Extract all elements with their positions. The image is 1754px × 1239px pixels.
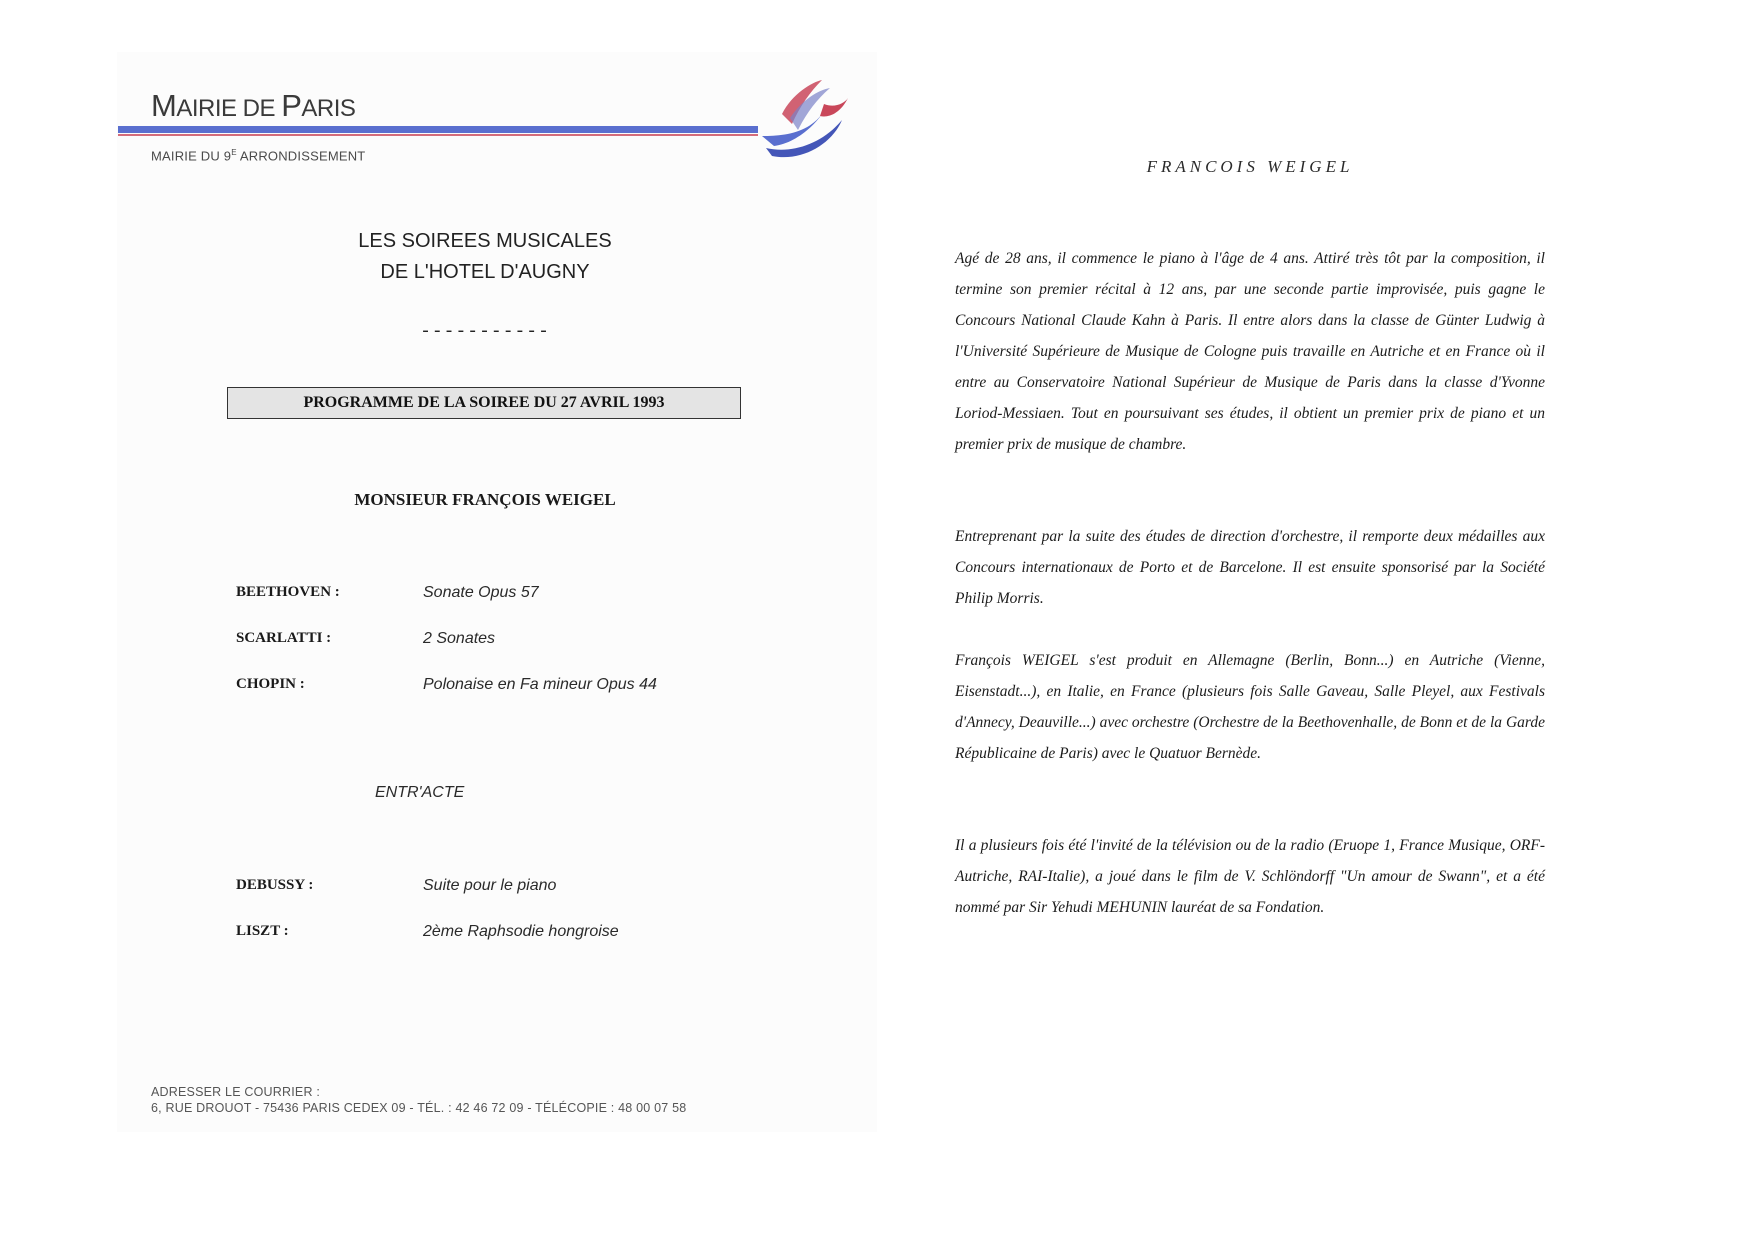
composer-label: LISZT : xyxy=(236,923,289,939)
header-blue-rule xyxy=(118,126,758,133)
address-details: 6, RUE DROUOT - 75436 PARIS CEDEX 09 - TÉL. : 42 46 72 09 - TÉLÉCOPIE : 48 00 07 58 xyxy=(151,1101,687,1115)
event-title-line-2: DE L'HOTEL D'AUGNY xyxy=(380,261,590,283)
biography-paragraph: François WEIGEL s'est produit en Allemagne (Berlin, Bonn...) en Autriche (Vienne, Eisenstadt...), en Italie, en France (plusieurs fois Salle Gaveau, Salle Pleyel, aux Festivals d'Annecy, Deauville...) avec orchestre (Orchestre de la Beethovenhalle, de Bonn et de la Garde Républicaine de Paris) avec le Quatuor Bernède. xyxy=(955,652,1545,762)
work-title: Polonaise en Fa mineur Opus 44 xyxy=(423,676,657,693)
header-red-rule xyxy=(118,134,758,136)
work-title: Sonate Opus 57 xyxy=(423,584,539,601)
biography-paragraph: Agé de 28 ans, il commence le piano à l'âge de 4 ans. Attiré très tôt par la composition, il termine son premier récital à 12 ans, par une seconde partie improvisée, puis gagne le Concours National Claude Kahn à Paris. Il entre alors dans la classe de Günter Ludwig à l'Université Supérieure de Musique de Cologne puis travaille en Autriche et en France où il entre au Conservatoire National Supérieur de Musique de Paris dans la classe d'Yvonne Loriod-Messiaen. Tout en poursuivant ses études, il obtient un premier prix de piano et un premier prix de musique de chambre. xyxy=(955,250,1545,453)
composer-label: CHOPIN : xyxy=(236,676,305,692)
composer-label: SCARLATTI : xyxy=(236,630,332,646)
separator: ----------- xyxy=(420,322,550,342)
address-heading: ADRESSER LE COURRIER : xyxy=(151,1085,321,1099)
mairie-de-paris-title: MAIRIE DE PARIS xyxy=(151,88,356,123)
biography-paragraph: Il a plusieurs fois été l'invité de la télévision ou de la radio (Eruope 1, France Musique, ORF-Autriche, RAI-Italie), a joué dans le film de V. Schlöndorff "Un amour de Swann", et a été nommé par Sir Yehudi MEHUNIN lauréat de sa Fondation. xyxy=(955,837,1545,916)
biography-paragraph: Entreprenant par la suite des études de direction d'orchestre, il remporte deux médailles aux Concours internationaux de Porto et de Barcelone. Il est ensuite sponsorisé par la Société Philip Morris. xyxy=(955,528,1545,607)
biography-title: FRANCOIS WEIGEL xyxy=(1146,157,1354,176)
event-title-line-1: LES SOIREES MUSICALES xyxy=(358,230,612,252)
programme-date-box: PROGRAMME DE LA SOIREE DU 27 AVRIL 1993 xyxy=(227,387,741,419)
work-title: Suite pour le piano xyxy=(423,877,557,894)
composer-label: DEBUSSY : xyxy=(236,877,314,893)
work-title: 2ème Raphsodie hongroise xyxy=(423,923,619,940)
performer-name: MONSIEUR FRANÇOIS WEIGEL xyxy=(354,490,616,509)
mailing-address xyxy=(151,1084,686,1116)
composer-label: BEETHOVEN : xyxy=(236,584,340,600)
mairie-de-paris-logo-icon xyxy=(752,74,852,166)
event-title xyxy=(290,226,680,288)
work-title: 2 Sonates xyxy=(423,630,496,647)
arrondissement-label: MAIRIE DU $9^E$ ARRONDISSEMENT xyxy=(151,148,366,164)
intermission-label: ENTR'ACTE xyxy=(375,784,465,801)
